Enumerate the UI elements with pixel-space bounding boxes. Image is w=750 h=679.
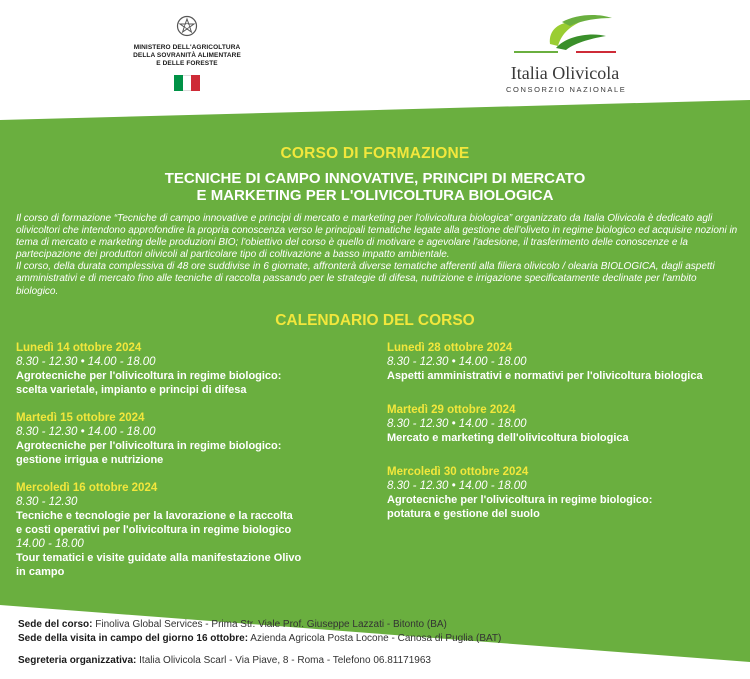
- logo-name: Italia Olivicola: [510, 63, 620, 83]
- day-topic: Agrotecniche per l'olivicoltura in regime biologico: gestione irrigua e nutrizione: [16, 440, 282, 466]
- day-date: Lunedì 28 ottobre 2024: [387, 342, 513, 354]
- day-topic: Aspetti amministrativi e normativi per l'olivicoltura biologica: [387, 370, 703, 382]
- description-paragraph: Il corso di formazione “Tecniche di campo innovative e principi di mercato e marketing per l'olivicoltura biologica” organizzato da Italia Olivicola è dedicato agli olivicoltori che intendono approfondire la propria conoscenza verso le principali tematiche legate alla gestione dell'oliveto in regime biologico ed acquisire nozioni in tema di mercato e marketing delle produzioni BIO; l'obiettivo del corso è quello di motivare e agevolare l'adesione, il trasferimento delle conoscenze e la partecipazione dei produttori olivicoli al particolare tipo di coltivazione a basso impatto ambientale.: [16, 213, 738, 261]
- italia-olivicola-logo: [506, 14, 627, 94]
- day-topic: Agrotecniche per l'olivicoltura in regime biologico: potatura e gestione del suolo: [387, 494, 653, 520]
- day-date: Lunedì 14 ottobre 2024: [16, 342, 142, 354]
- ministry-name: MINISTERO DELL'AGRICOLTURA DELLA SOVRANITÀ ALIMENTARE E DELLE FORESTE: [133, 44, 241, 67]
- venue-row: [18, 618, 738, 632]
- secretariat-value: Italia Olivicola Scarl - Via Piave, 8 - Roma - Telefono 06.81171963: [136, 655, 431, 666]
- venue-value: Finoliva Global Services - Prima Str. Viale Prof. Giuseppe Lazzati - Bitonto (BA): [92, 619, 447, 630]
- calendar-day: [16, 481, 376, 579]
- day-time: 8.30 - 12.30 • 14.00 - 18.00: [387, 356, 527, 368]
- visit-value: Azienda Agricola Posta Locone - Canosa di Puglia (BAT): [248, 633, 502, 644]
- calendar-day: [16, 411, 376, 467]
- day-time: 8.30 - 12.30: [16, 496, 78, 508]
- day-date: Martedì 15 ottobre 2024: [16, 412, 145, 424]
- calendar-column-left: [16, 341, 376, 593]
- calendar-day: [387, 341, 747, 383]
- calendar-day: [387, 403, 747, 445]
- italian-emblem-icon: [176, 14, 198, 38]
- day-time: 8.30 - 12.30 • 14.00 - 18.00: [387, 480, 527, 492]
- ministry-logo: [120, 14, 254, 91]
- day-time: 8.30 - 12.30 • 14.00 - 18.00: [16, 356, 156, 368]
- logo-subtitle: CONSORZIO NAZIONALE: [506, 85, 627, 94]
- day-topic-afternoon: Tour tematici e visite guidate alla manifestazione Olivo in campo: [16, 552, 302, 578]
- visit-label: Sede della visita in campo del giorno 16 ottobre:: [18, 633, 249, 644]
- description-paragraph: Il corso, della durata complessiva di 48 ore suddivise in 6 giornate, affronterà diverse tematiche afferenti alla filiera olivicolo / olearia BIOLOGICA, dagli aspetti amministrativi e di mercato fino alle tecniche di raccolta passando per le strategie di difesa, nutrizione e irrigazione specificatamente declinate per l'ambito biologico.: [16, 261, 715, 297]
- visit-row: [18, 632, 738, 646]
- secretariat-row: [18, 654, 738, 668]
- calendar-day: [387, 465, 747, 521]
- day-topic: Tecniche e tecnologie per la lavorazione e la raccolta e costi operativi per l'olivicoltura in regime biologico: [16, 510, 293, 536]
- day-date: Mercoledì 16 ottobre 2024: [16, 482, 158, 494]
- secretariat-label: Segreteria organizzativa:: [18, 655, 137, 666]
- calendar-label: CALENDARIO DEL CORSO: [275, 312, 475, 329]
- day-time: 8.30 - 12.30 • 14.00 - 18.00: [16, 426, 156, 438]
- day-topic: Mercato e marketing dell'olivicoltura biologica: [387, 432, 629, 444]
- calendar-day: [16, 341, 376, 397]
- calendar-column-right: [387, 341, 747, 535]
- day-date: Mercoledì 30 ottobre 2024: [387, 466, 529, 478]
- day-date: Martedì 29 ottobre 2024: [387, 404, 516, 416]
- olive-branch-icon: [506, 14, 624, 56]
- day-topic: Agrotecniche per l'olivicoltura in regime biologico: scelta varietale, impianto e principi di difesa: [16, 370, 282, 396]
- course-description: [16, 213, 738, 298]
- venue-label: Sede del corso:: [18, 619, 93, 630]
- footer-info: [18, 618, 738, 668]
- course-label: CORSO DI FORMAZIONE: [280, 145, 470, 162]
- course-title: TECNICHE DI CAMPO INNOVATIVE, PRINCIPI DI MERCATO E MARKETING PER L'OLIVICOLTURA BIOLOGICA: [164, 170, 586, 204]
- italian-flag-icon: [174, 75, 200, 91]
- day-time-afternoon: 14.00 - 18.00: [16, 538, 84, 550]
- day-time: 8.30 - 12.30 • 14.00 - 18.00: [387, 418, 527, 430]
